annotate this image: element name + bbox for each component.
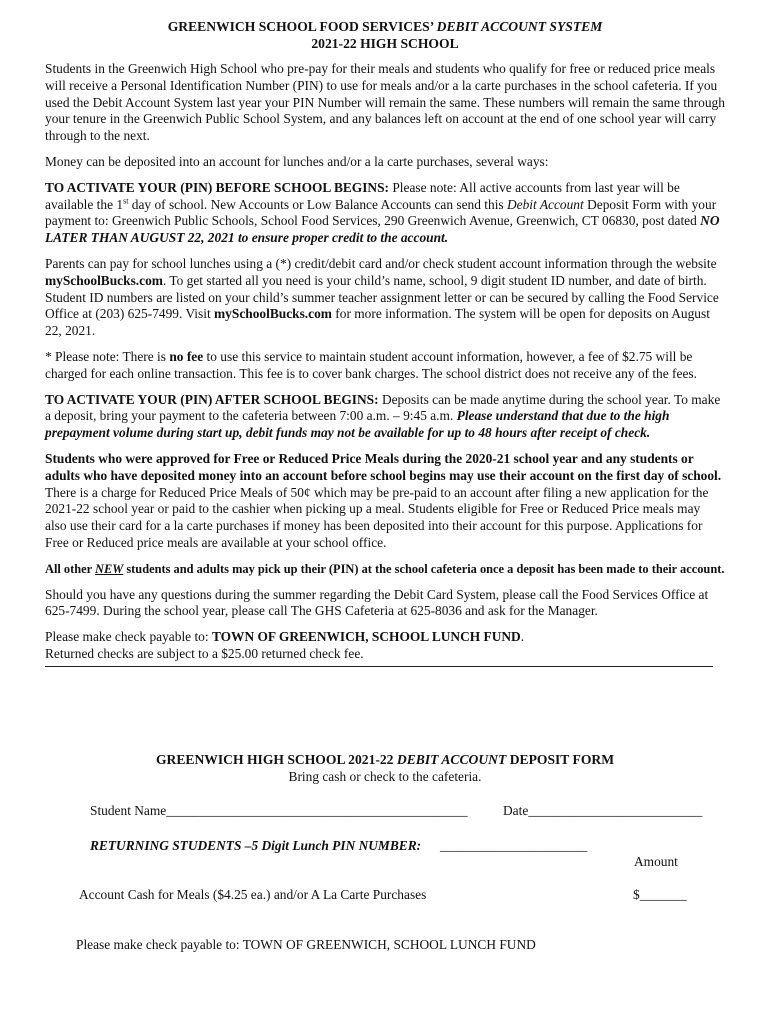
- form-subtitle: Bring cash or check to the cafeteria.: [288, 769, 482, 784]
- amount-header: Amount: [634, 854, 678, 869]
- payable-line: Please make check payable to: TOWN OF GREENWICH, SCHOOL LUNCH FUND.: [45, 629, 525, 645]
- website-link[interactable]: mySchoolBucks.com: [45, 272, 163, 288]
- deposit-ways-paragraph: Money can be deposited into an account for lunches and/or a la carte purchases, several ways:: [45, 153, 549, 169]
- page-subtitle: 2021-22 HIGH SCHOOL: [311, 36, 459, 51]
- pin-field[interactable]: ______________________: [440, 838, 588, 853]
- fee-note-paragraph: * Please note: There is no fee to use this service to maintain student account information, however, a fee of $2.75 will be charged for each online transaction. This fee is to cover bank charges. The school district does not receive any of the fees.: [45, 348, 697, 381]
- reduced-price-paragraph: Students who were approved for Free or Reduced Price Meals during the 2020-21 school year and any students or adults who have deposited money into an account before school begins may use their account on the first day of school. There is a charge for Reduced Price Meals of 50¢ which may be pre-paid to an account after filing a new application for the 2021-22 school year or paid to the cashier when picking up a meal. Students eligible for Free or Reduced Price meals may also use their card for a la carte purchases if money has been deposited into their account for this purpose. Applications for Free or Reduced price meals are available at your school office.: [45, 450, 722, 550]
- page-title: GREENWICH SCHOOL FOOD SERVICES’ DEBIT ACCOUNT SYSTEM: [167, 19, 603, 34]
- questions-paragraph: Should you have any questions during the summer regarding the Debit Card System, please call the Food Services Office at 625-7499. During the school year, please call The GHS Cafeteria at 625-8036 and ask for the Manager.: [45, 586, 709, 619]
- pin-label: RETURNING STUDENTS –5 Digit Lunch PIN NUMBER:: [90, 838, 422, 853]
- payable-footer: Please make check payable to: TOWN OF GREENWICH, SCHOOL LUNCH FUND: [76, 937, 536, 952]
- website-link-2[interactable]: mySchoolBucks.com: [214, 306, 332, 322]
- before-school-paragraph: TO ACTIVATE YOUR (PIN) BEFORE SCHOOL BEGINS: Please note: All active accounts from last year will be available the 1st day of school. New Accounts or Low Balance Accounts can send this Debit Account Deposit Form with your payment to: Greenwich Public Schools, School Food Services, 290 Greenwich Avenue, Greenwich, CT 06830, post dated NO LATER THAN AUGUST 22, 2021 to ensure proper credit to the account.: [45, 179, 720, 246]
- intro-paragraph: Students in the Greenwich High School who pre-pay for their meals and students who qualify for free or reduced price meals will receive a Personal Identification Number (PIN) to use for meals and/or a la carte purchases in the school cafeteria. If you used the Debit Account System last year your PIN Number will remain the same. These numbers will remain the same through your tenure in the Greenwich Public School System, and any balances left on account at the end of one school year will carry through to the next.: [45, 61, 725, 144]
- date-field[interactable]: Date__________________________: [503, 803, 703, 818]
- returned-check-line: Returned checks are subject to a $25.00 returned check fee.: [45, 645, 364, 661]
- new-students-paragraph: All other NEW students and adults may pick up their (PIN) at the school cafeteria once a deposit has been made to their account.: [45, 561, 725, 576]
- student-name-field[interactable]: Student Name_____________________________________________: [90, 803, 468, 818]
- amount-field[interactable]: $_______: [633, 887, 687, 902]
- online-payment-paragraph: Parents can pay for school lunches using a (*) credit/debit card and/or check student account information through the website mySchoolBucks.com. To get started all you need is your child’s name, school, 9 digit student ID number, and date of birth. Student ID numbers are listed on your child’s summer teacher assignment letter or can be secured by calling the Food Service Office at (203) 625-7499. Visit mySchoolBucks.com for more information. The system will be open for deposits on August 22, 2021.: [45, 255, 719, 339]
- before-school-heading: TO ACTIVATE YOUR (PIN) BEFORE SCHOOL BEGINS:: [45, 179, 390, 195]
- divider: [45, 666, 713, 667]
- after-school-heading: TO ACTIVATE YOUR (PIN) AFTER SCHOOL BEGINS:: [45, 391, 379, 407]
- after-school-paragraph: TO ACTIVATE YOUR (PIN) AFTER SCHOOL BEGINS: Deposits can be made anytime during the school year. To make a deposit, bring your payment to the cafeteria between 7:00 a.m. – 9:45 a.m. Please understand that due to the high prepayment volume during start up, debit funds may not be available for up to 48 hours after receipt of check.: [45, 391, 721, 441]
- letter-body: [45, 18, 725, 667]
- deadline-text: NO LATER THAN AUGUST 22, 2021 to ensure proper credit to the account.: [45, 213, 720, 246]
- form-title: GREENWICH HIGH SCHOOL 2021-22 DEBIT ACCOUNT DEPOSIT FORM: [155, 752, 615, 767]
- account-line: Account Cash for Meals ($4.25 ea.) and/or A La Carte Purchases: [79, 887, 427, 902]
